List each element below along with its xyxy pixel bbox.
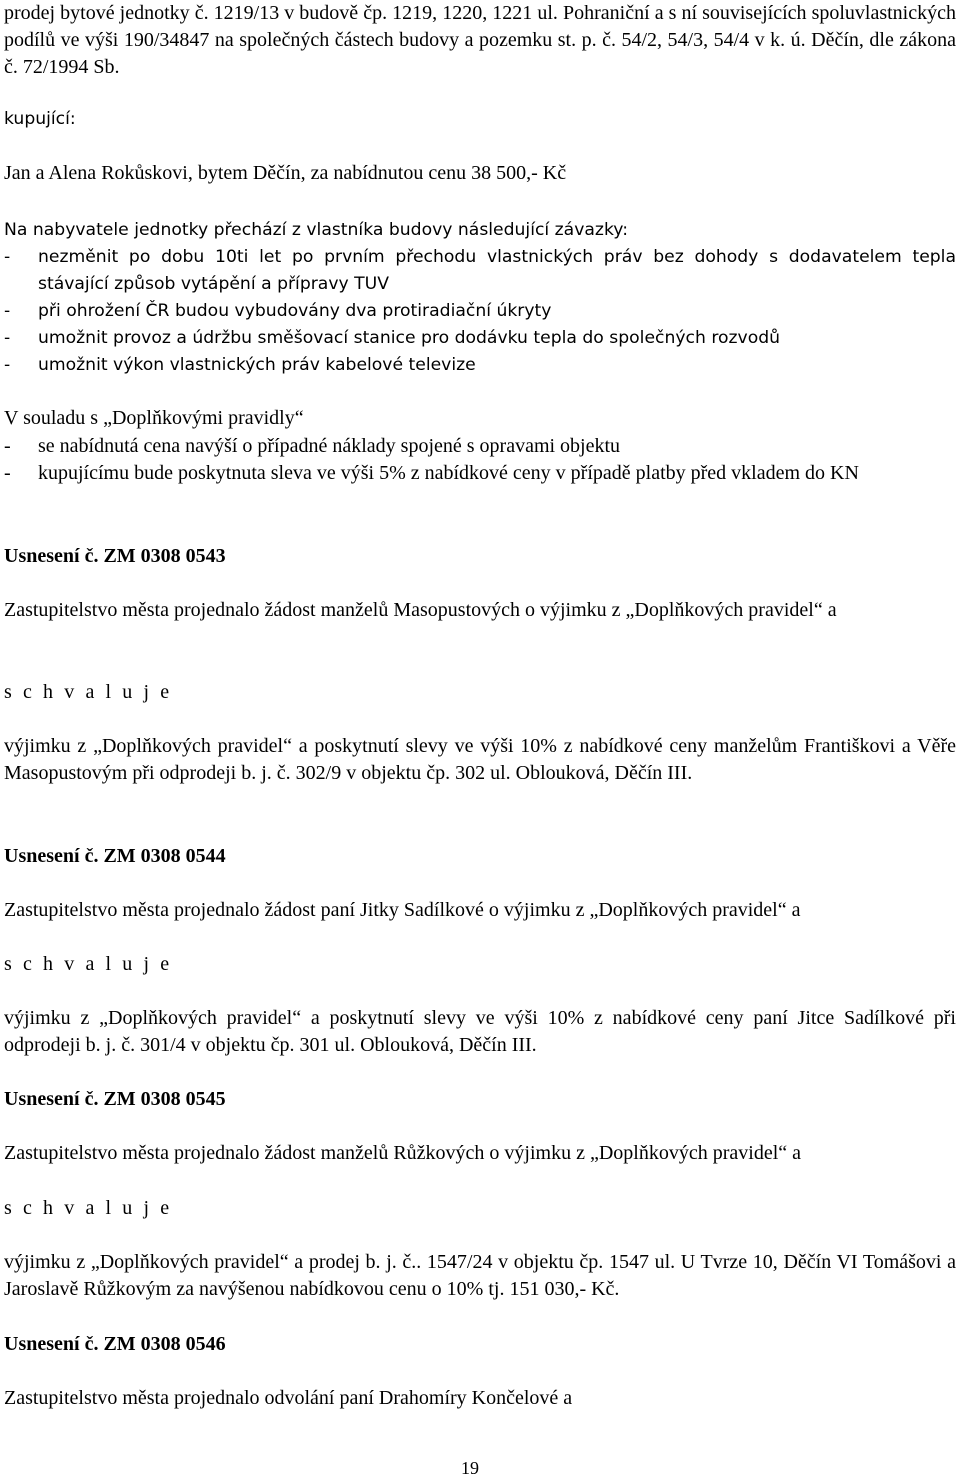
resolution-heading: Usnesení č. ZM 0308 0543 [4,545,226,567]
obligations-list [4,244,956,379]
resolution-decision: výjimku z „Doplňkových pravidel“ a prodej b. j. č.. 1547/24 v objektu čp. 1547 ul. U Tvrze 10, Děčín VI Tomášovi a Jaroslavě Růžkovým za navýšenou nabídkovou cenu o 10% tj. 151 030,- Kč. [4,1251,956,1300]
resolution-verb: s c h v a l u j e [4,1197,173,1219]
resolution-heading: Usnesení č. ZM 0308 0545 [4,1088,226,1110]
accordance-list [4,433,956,487]
resolution-body: Zastupitelstvo města projednalo žádost manželů Masopustových o výjimku z „Doplňkových pravidel“ a [4,599,837,621]
list-item: - nezměnit po dobu 10ti let po prvním přechodu vlastnických práv bez dohody s dodavatelem tepla stávající způsob vytápění a přípravy TUV [4,247,956,294]
resolution-heading: Usnesení č. ZM 0308 0544 [4,845,226,867]
accordance-title: V souladu s „Doplňkovými pravidly“ [4,407,304,429]
obligations-title: Na nabyvatele jednotky přechází z vlastníka budovy následující závazky: [4,220,628,240]
resolution-body: Zastupitelstvo města projednalo odvolání paní Drahomíry Končelové a [4,1387,573,1409]
list-item: - umožnit výkon vlastnických práv kabelové televize [4,355,476,375]
resolution-body: Zastupitelstvo města projednalo žádost manželů Růžkových o výjimku z „Doplňkových pravidel“ a [4,1142,802,1164]
buyer-label: kupující: [4,109,76,129]
list-item: - při ohrožení ČR budou vybudovány dva protiradiační úkryty [4,301,552,321]
resolution-decision: výjimku z „Doplňkových pravidel“ a poskytnutí slevy ve výši 10% z nabídkové ceny manželům Františkovi a Věře Masopustovým při odprodeji b. j. č. 302/9 v objektu čp. 302 ul. Oblouková, Děčín III. [4,735,956,784]
resolution-body: Zastupitelstvo města projednalo žádost paní Jitky Sadílkové o výjimku z „Doplňkových pravidel“ a [4,899,801,921]
buyer-text: Jan a Alena Rokůskovi, bytem Děčín, za nabídnutou cenu 38 500,- Kč [4,162,567,184]
resolution-verb: s c h v a l u j e [4,681,173,703]
list-item: - se nabídnutá cena navýší o případné náklady spojené s opravami objektu [4,435,621,457]
list-item: - kupujícímu bude poskytnuta sleva ve výši 5% z nabídkové ceny v případě platby před vkladem do KN [4,462,859,484]
resolution-verb: s c h v a l u j e [4,953,173,975]
list-item: - umožnit provoz a údržbu směšovací stanice pro dodávku tepla do společných rozvodů [4,328,781,348]
intro-paragraph: prodej bytové jednotky č. 1219/13 v budově čp. 1219, 1220, 1221 ul. Pohraniční a s ní souvisejících spoluvlastnických podílů ve výši 190/34847 na společných částech budovy a pozemku st. p. č. 54/2, 54/3, 54/4 v k. ú. Děčín, dle zákona č. 72/1994 Sb. [4,2,956,78]
resolution-heading: Usnesení č. ZM 0308 0546 [4,1333,226,1355]
page-number: 19 [461,1458,479,1478]
resolution-decision: výjimku z „Doplňkových pravidel“ a poskytnutí slevy ve výši 10% z nabídkové ceny paní Jitce Sadílkové při odprodeji b. j. č. 301/4 v objektu čp. 301 ul. Oblouková, Děčín III. [4,1007,956,1056]
